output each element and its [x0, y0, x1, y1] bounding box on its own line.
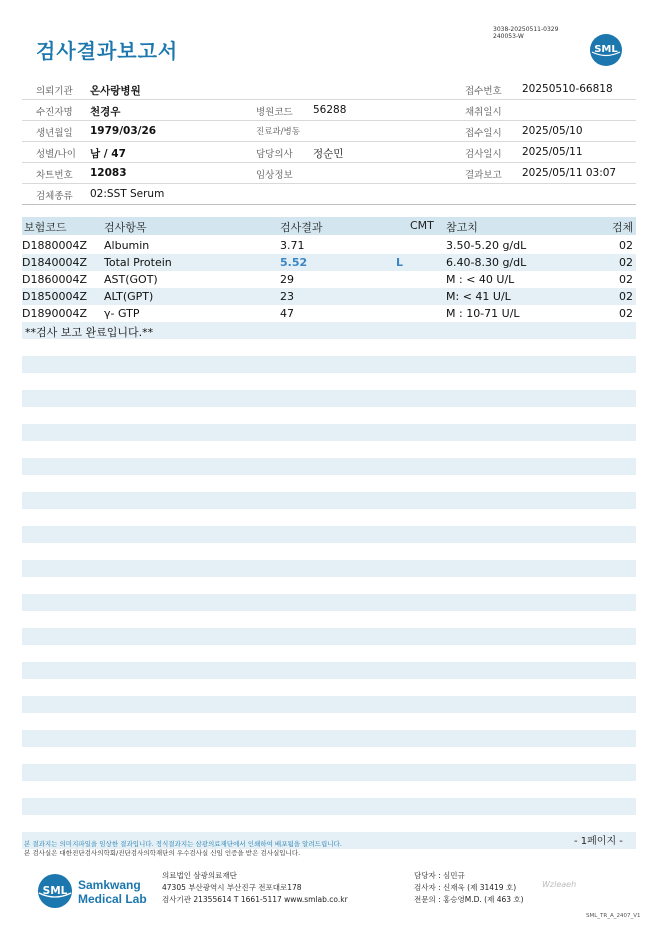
empty-stripe — [22, 424, 636, 441]
signature: Wzleaeh — [542, 880, 577, 889]
requester-value: 온사랑병원 — [90, 85, 141, 97]
report-date: 2025/05/11 03:07 — [522, 167, 617, 179]
document-code: 3038-20250511-0329 240053-W — [493, 26, 559, 40]
info-row-dob: 생년월일 1979/03/26 진료과/병동 접수일시 2025/05/10 — [22, 121, 636, 142]
empty-stripe — [22, 798, 636, 815]
svg-text:Samkwang: Samkwang — [78, 878, 141, 892]
test-date: 2025/05/11 — [522, 146, 583, 158]
chart-number: 12083 — [90, 167, 127, 179]
svg-text:SML: SML — [42, 885, 68, 897]
table-row: D1840004Z Total Protein 5.52 L 6.40-8.30 g/dL 02 — [22, 254, 636, 271]
empty-stripe — [22, 730, 636, 747]
results-table-header: 보험코드 검사항목 검사결과 CMT 참고치 검체 — [22, 217, 636, 235]
doctor-value: 정순민 — [313, 148, 344, 160]
empty-stripe — [22, 662, 636, 679]
empty-stripe — [22, 356, 636, 373]
report-complete-note: **검사 보고 완료입니다.** — [25, 326, 154, 339]
sml-logo-icon — [589, 33, 623, 67]
empty-stripe — [22, 390, 636, 407]
table-row: D1880004Z Albumin 3.71 3.50-5.20 g/dL 02 — [22, 239, 633, 252]
empty-stripe — [22, 764, 636, 781]
empty-stripe — [22, 458, 636, 475]
empty-stripe — [22, 628, 636, 645]
organization-info: 의료법인 삼광의료재단 47305 부산광역시 부산진구 전포대로178 검사기관 21355614 T 1661-5117 www.smlab.co.kr — [162, 871, 348, 904]
patient-name: 천경우 — [90, 106, 121, 118]
empty-stripe — [22, 560, 636, 577]
empty-stripe — [22, 526, 636, 543]
table-row: D1890004Z γ- GTP 47 M : 10-71 U/L 02 — [22, 307, 633, 320]
dob-value: 1979/03/26 — [90, 125, 157, 137]
info-row-sex-age: 성별/나이 남 / 47 담당의사 정순민 검사일시 2025/05/11 — [22, 142, 636, 163]
staff-info: 담당자 : 심민규 검사자 : 신재욱 (제 31419 호) 전문의 : 홍승영M.D. (제 463 호) — [414, 871, 524, 904]
svg-text:SML: SML — [594, 44, 618, 55]
table-row: D1860004Z AST(GOT) 29 M : < 40 U/L 02 — [22, 273, 633, 286]
specimen-value: 02:SST Serum — [90, 188, 165, 200]
hospital-code: 56288 — [313, 104, 347, 116]
page-number: - 1페이지 - — [574, 836, 623, 847]
empty-stripe — [22, 594, 636, 611]
info-row-requester: 의뢰기관 온사랑병원 접수번호 20250510-66818 — [22, 79, 636, 100]
empty-stripe — [22, 492, 636, 509]
low-flag: L — [396, 256, 404, 269]
accession-value: 20250510-66818 — [522, 83, 613, 95]
report-complete-note-row — [22, 322, 636, 339]
info-row-chart: 차트번호 12083 임상정보 결과보고 2025/05/11 03:07 — [22, 163, 636, 184]
form-code: SML_TR_A_2407_V1 — [586, 913, 641, 919]
info-row-specimen: 검체종류 02:SST Serum — [22, 184, 636, 205]
low-result-value: 5.52 — [280, 256, 308, 269]
info-row-patient: 수진자명 천경우 병원코드 56288 채취일시 — [22, 100, 636, 121]
sex-age-value: 남 / 47 — [90, 148, 126, 160]
svg-text:Medical Lab: Medical Lab — [78, 892, 147, 906]
sml-brand — [36, 872, 156, 914]
report-title: 검사결과보고서 — [36, 39, 179, 63]
empty-stripe — [22, 696, 636, 713]
footer-notes: 본 결과지는 의미지파일을 임상한 결과입니다. 정식결과지는 삼광의료재단에서 인쇄하여 배포됨을 알려드립니다. 본 검사실은 대한진단검사의학회/진단검사의학재단의 우수검사실 신임 인증을 받은 검사실입니다. — [24, 840, 342, 857]
receive-date: 2025/05/10 — [522, 125, 583, 137]
sml-brand-logo-icon — [36, 872, 156, 910]
table-row: D1850004Z ALT(GPT) 23 M: < 41 U/L 02 — [22, 288, 636, 305]
